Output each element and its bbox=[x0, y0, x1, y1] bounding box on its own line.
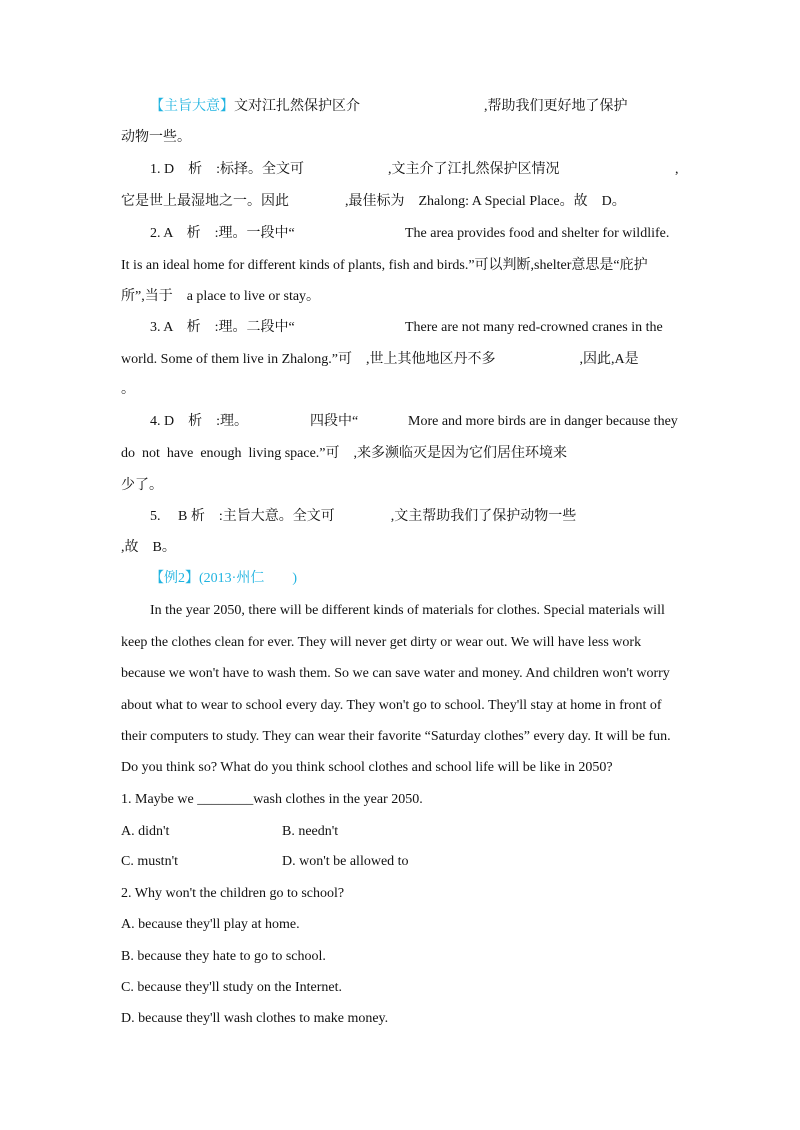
q1-explain-mid: ,文主介了江扎然保护区情况 bbox=[388, 162, 560, 177]
q1-explain-line bbox=[150, 160, 560, 180]
question-1-option-c: C. mustn't bbox=[121, 854, 178, 869]
question-1-option-d: D. won't be allowed to bbox=[282, 854, 409, 869]
q5-explain-mid: ,文主帮助我们了保护动物一些 bbox=[390, 509, 577, 524]
q1-explain-l2a: 它是世上最湿地之一。因此 bbox=[121, 194, 289, 209]
passage-line: because we won't have to wash them. So we can save water and money. And children won't worry bbox=[121, 666, 670, 681]
question-1-option-a: A. didn't bbox=[121, 824, 170, 839]
q3-explain-l2a: world. Some of them live in Zhalong.”可 ,世上其他地区丹不多 bbox=[121, 352, 496, 367]
q3-explain-line-3: 。 bbox=[121, 382, 135, 397]
q3-explain-line-2 bbox=[121, 350, 639, 370]
q4-explain-line-2: do not have enough living space.”可 ,来多濒临灭是因为它们居住环境来 bbox=[121, 446, 568, 461]
question-1-stem: 1. Maybe we ________wash clothes in the year 2050. bbox=[121, 792, 423, 807]
q1-explain-end: , bbox=[675, 162, 679, 177]
q4-explain-head: 4. D 析 :理。 bbox=[150, 414, 248, 429]
question-2-option-c: C. because they'll study on the Internet. bbox=[121, 980, 343, 995]
q4-explain-line-3: 少了。 bbox=[121, 478, 163, 493]
question-2-option-b: B. because they hate to go to school. bbox=[121, 949, 326, 964]
example2-label: 【例2】(2013·州仁 ) bbox=[150, 571, 297, 586]
passage-line: In the year 2050, there will be different kinds of materials for clothes. Special materials will bbox=[150, 603, 665, 618]
q1-explain-head: 1. D 析 :标择。全文可 bbox=[150, 162, 304, 177]
q1-explain-line-2 bbox=[121, 192, 626, 212]
theme-line-2: 动物一些。 bbox=[121, 130, 191, 145]
q2-explain-line-2: It is an ideal home for different kinds of plants, fish and birds.”可以判断,shelter意思是“庇护 bbox=[121, 258, 648, 273]
q4-explain-quote: More and more birds are in danger because they bbox=[408, 414, 678, 429]
q3-explain-head: 3. A 析 :理。二段中“ bbox=[150, 320, 295, 335]
passage-line: about what to wear to school every day. They won't go to school. They'll stay at home in front of bbox=[121, 698, 662, 713]
q5-explain-line-2: ,故 B。 bbox=[121, 540, 176, 555]
q3-explain-quote: There are not many red-crowned cranes in the bbox=[405, 320, 663, 335]
q2-explain-head: 2. A 析 :理。一段中“ bbox=[150, 226, 295, 241]
theme-text-b: ,帮助我们更好地了保护 bbox=[484, 99, 628, 114]
q2-explain-quote: The area provides food and shelter for wildlife. bbox=[405, 226, 670, 241]
q1-explain-l2b: ,最佳标为 Zhalong: A Special Place。故 D。 bbox=[345, 194, 626, 209]
question-2-option-d: D. because they'll wash clothes to make money. bbox=[121, 1011, 389, 1026]
passage-line: their computers to study. They can wear their favorite “Saturday clothes” every day. It will be fun. bbox=[121, 729, 671, 744]
q5-explain-head: 5. B 析 :主旨大意。全文可 bbox=[150, 509, 335, 524]
q5-explain-line bbox=[150, 507, 576, 527]
question-2-stem: 2. Why won't the children go to school? bbox=[121, 886, 345, 901]
theme-text-a: 文对江扎然保护区介 bbox=[234, 99, 360, 114]
q4-explain-mid: 四段中“ bbox=[310, 414, 359, 429]
q2-explain-line-3: 所”,当于 a place to live or stay。 bbox=[121, 289, 321, 304]
passage-line: Do you think so? What do you think school clothes and school life will be like in 2050? bbox=[121, 760, 613, 775]
question-2-option-a: A. because they'll play at home. bbox=[121, 917, 300, 932]
theme-line bbox=[150, 97, 628, 117]
passage-line: keep the clothes clean for ever. They will never get dirty or wear out. We will have less work bbox=[121, 635, 642, 650]
theme-label: 【主旨大意】 bbox=[150, 99, 234, 114]
question-1-option-b: B. needn't bbox=[282, 824, 339, 839]
q3-explain-l2b: ,因此,A是 bbox=[579, 352, 639, 367]
